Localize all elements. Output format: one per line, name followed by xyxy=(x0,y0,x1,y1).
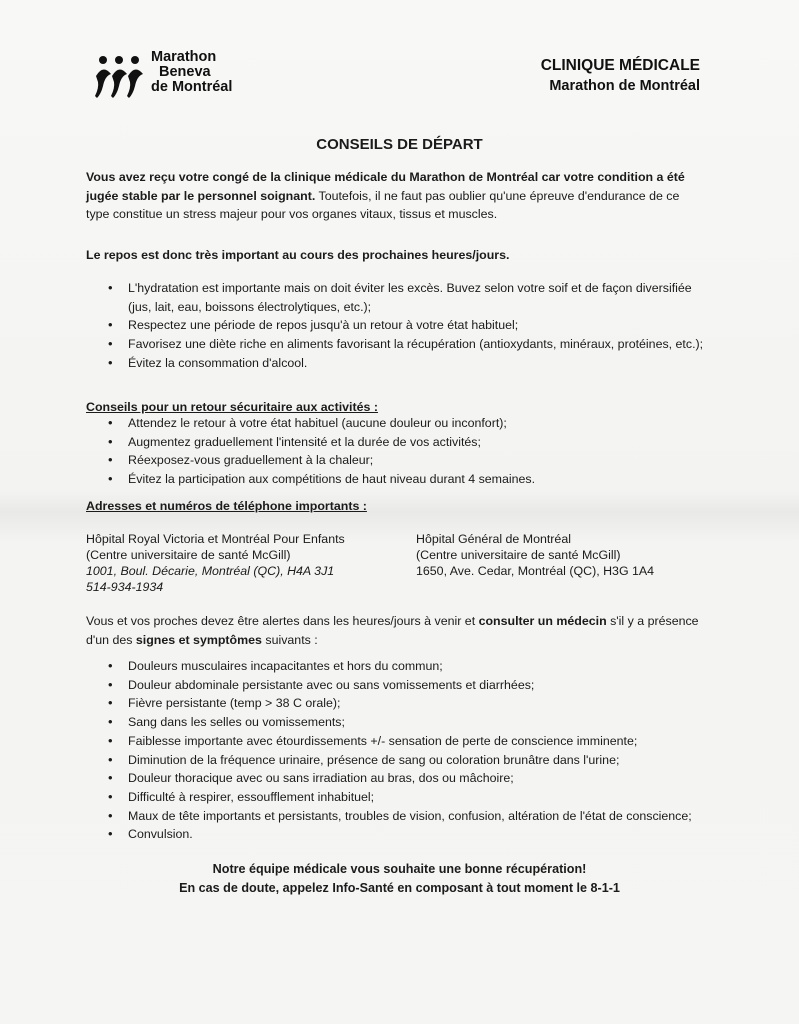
intro-rest: Toutefois, il ne faut pas oublier qu'une épreuve d'endurance de ce type constitue un stress majeur pour vos organes vitaux, tissus et muscles. xyxy=(86,188,680,222)
list-item: • Attendez le retour à votre état habituel (aucune douleur ou inconfort); xyxy=(86,414,706,433)
logo-line-1: Marathon xyxy=(151,49,217,65)
list-item: • L'hydratation est importante mais on doit éviter les excès. Buvez selon votre soif et de façon diversifiée (jus, lait, eau, boissons électrolytiques, etc.); xyxy=(86,279,706,316)
list-item: • Douleurs musculaires incapacitantes et hors du commun; xyxy=(86,657,706,676)
symptoms-intro-part: suivants : xyxy=(261,632,318,647)
closing-message xyxy=(0,860,799,898)
runners-logo-icon xyxy=(93,54,145,102)
intro-paragraph xyxy=(86,168,706,224)
list-item: • Douleur abdominale persistante avec ou sans vomissements et diarrhées; xyxy=(86,676,706,695)
hospital-address: 1001, Boul. Décarie, Montréal (QC), H4A 3J1 xyxy=(86,564,335,578)
intro-bold: Vous avez reçu votre congé de la clinique médicale du Marathon de Montréal car votre condition a été jugée stable par le personnel soignant. xyxy=(86,170,685,203)
list-item: • Respectez une période de repos jusqu'à un retour à votre état habituel; xyxy=(86,316,706,335)
clinic-subtitle: Marathon de Montréal xyxy=(549,78,700,94)
rest-list xyxy=(86,279,706,373)
hospital-name: Hôpital Royal Victoria et Montréal Pour Enfants xyxy=(86,532,345,546)
symptoms-intro-part: Vous et vos proches devez être alertes dans les heures/jours à venir et xyxy=(86,614,479,628)
list-item: • Sang dans les selles ou vomissements; xyxy=(86,713,706,732)
list-item: • Convulsion. xyxy=(86,825,706,844)
list-item: • Faiblesse importante avec étourdissements +/- sensation de perte de conscience imminente; xyxy=(86,732,706,751)
symptoms-intro-part: s'il y a présence d'un des xyxy=(86,614,699,647)
rest-statement: Le repos est donc très important au cours des prochaines heures/jours. xyxy=(86,248,510,262)
clinic-title: CLINIQUE MÉDICALE xyxy=(540,57,700,74)
clinic-header xyxy=(541,56,700,96)
list-item: • Fièvre persistante (temp > 38 C orale); xyxy=(86,694,706,713)
list-item: • Douleur thoracique avec ou sans irradiation au bras, dos ou mâchoire; xyxy=(86,769,706,788)
list-item: • Maux de tête importants et persistants, troubles de vision, confusion, altération de l'état de conscience; xyxy=(86,807,706,826)
hospital-phone: 514-934-1934 xyxy=(86,580,164,594)
advice-list xyxy=(86,414,706,489)
symptoms-intro-bold: consulter un médecin xyxy=(478,614,607,628)
hospital-right xyxy=(416,531,654,579)
page-title: CONSEILS DE DÉPART xyxy=(316,136,483,153)
hospital-affiliation: (Centre universitaire de santé McGill) xyxy=(416,548,621,562)
closing-line-1: Notre équipe médicale vous souhaite une bonne récupération! xyxy=(212,862,587,876)
symptoms-intro xyxy=(86,612,706,649)
logo-line-3: de Montréal xyxy=(151,79,233,95)
list-item: • Difficulté à respirer, essoufflement inhabituel; xyxy=(86,788,706,807)
marathon-logo xyxy=(93,50,232,102)
addresses-heading: Adresses et numéros de téléphone importants : xyxy=(86,499,367,513)
hospital-name: Hôpital Général de Montréal xyxy=(416,532,571,546)
list-item: • Diminution de la fréquence urinaire, présence de sang ou coloration brunâtre dans l'urine; xyxy=(86,751,706,770)
advice-heading: Conseils pour un retour sécuritaire aux activités : xyxy=(86,400,378,414)
list-item: • Augmentez graduellement l'intensité et la durée de vos activités; xyxy=(86,433,706,452)
hospital-left xyxy=(86,531,345,595)
logo-wordmark xyxy=(151,50,232,95)
list-item: • Évitez la participation aux compétitions de haut niveau durant 4 semaines. xyxy=(86,470,706,489)
closing-line-2: En cas de doute, appelez Info-Santé en composant à tout moment le 8-1-1 xyxy=(179,881,620,895)
list-item: • Favorisez une diète riche en aliments favorisant la récupération (antioxydants, minéraux, protéines, etc.); xyxy=(86,335,706,354)
list-item: • Évitez la consommation d'alcool. xyxy=(86,354,706,373)
list-item: • Réexposez-vous graduellement à la chaleur; xyxy=(86,451,706,470)
symptoms-intro-bold: signes et symptômes xyxy=(135,632,262,647)
hospital-address: 1650, Ave. Cedar, Montréal (QC), H3G 1A4 xyxy=(416,564,655,578)
symptoms-list xyxy=(86,657,706,844)
hospital-affiliation: (Centre universitaire de santé McGill) xyxy=(86,548,291,562)
logo-line-2: Beneva xyxy=(159,64,211,80)
